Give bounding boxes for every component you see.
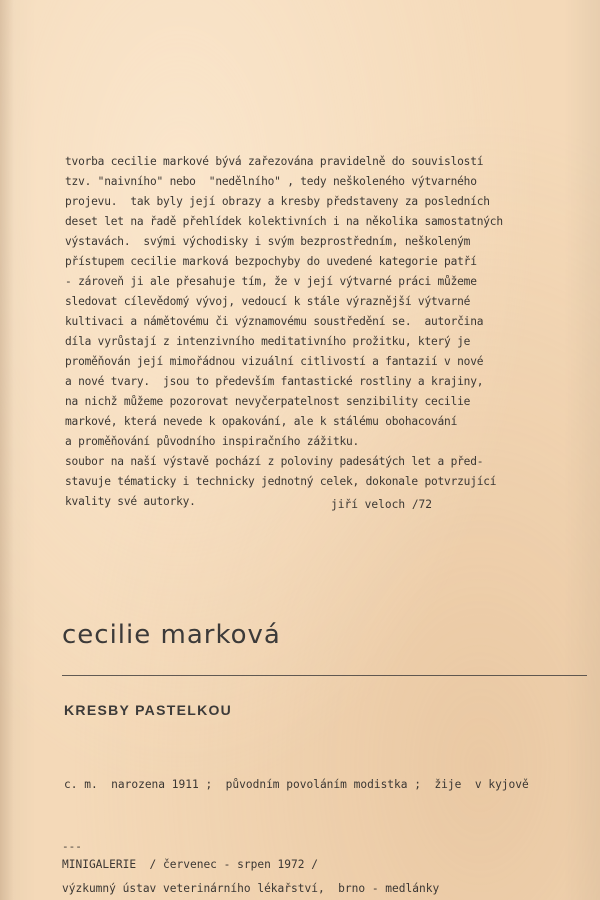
heading-divider-line [62, 675, 587, 676]
essay-line: tvorba cecilie markové bývá zařezována pravidelně do souvislostí [65, 155, 484, 168]
essay-line: deset let na řadě přehlídek kolektivních i na několika samostatných [65, 215, 503, 228]
essay-line: - zároveň ji ale přesahuje tím, že v její výtvarné práci můžeme [65, 275, 477, 288]
essay-line: stavuje tématicky i technicky jednotný celek, dokonale potvrzující [65, 475, 497, 488]
artist-bio-line: c. m. narozena 1911 ; původním povoláním modistka ; žije v kyjově [64, 778, 529, 791]
essay-line: proměňován její mimořádnou vizuální citlivostí a fantazií v nové [65, 355, 484, 368]
essay-line: a proměňování původního inspiračního zážitku. [65, 435, 360, 448]
essay-line: sledovat cílevědomý vývoj, vedoucí k stále výraznější výtvarné [65, 295, 471, 308]
gallery-info-line: MINIGALERIE / červenec - srpen 1972 / [62, 858, 318, 871]
essay-line: projevu. tak byly její obrazy a kresby představeny za posledních [65, 195, 490, 208]
essay-line: díla vyrůstají z intenzivního meditativního prožitku, který je [65, 335, 471, 348]
essay-text-block [65, 152, 600, 512]
essay-line: na nichž můžeme pozorovat nevyčerpatelnost senzibility cecilie [65, 395, 471, 408]
essay-line: tzv. "naivního" nebo "nedělního" , tedy neškoleného výtvarného [65, 175, 477, 188]
essay-line: soubor na naší výstavě pochází z poloviny padesátých let a před- [65, 455, 484, 468]
essay-line: markové, která nevede k opakování, ale k stálému obohacování [65, 415, 458, 428]
artist-name-heading: cecilie marková [62, 620, 281, 650]
paper-fold-shadow [0, 0, 14, 900]
essay-line: výstavách. svými východisky i svým bezprostředním, neškoleným [65, 235, 471, 248]
essay-line: a nové tvary. jsou to především fantastické rostliny a krajiny, [65, 375, 484, 388]
essay-line: kvality své autorky. [65, 495, 196, 508]
essay-line: kultivaci a námětovému či významovému soustředění se. autorčina [65, 315, 484, 328]
exhibition-subtitle: KRESBY PASTELKOU [64, 702, 233, 718]
author-signature: jiří veloch /72 [331, 498, 433, 511]
dash-mark: --- [62, 840, 82, 853]
venue-info-line: výzkumný ústav veterinárního lékařství, brno - medlánky [62, 882, 440, 895]
essay-line: přístupem cecilie marková bezpochyby do uvedené kategorie patří [65, 255, 477, 268]
